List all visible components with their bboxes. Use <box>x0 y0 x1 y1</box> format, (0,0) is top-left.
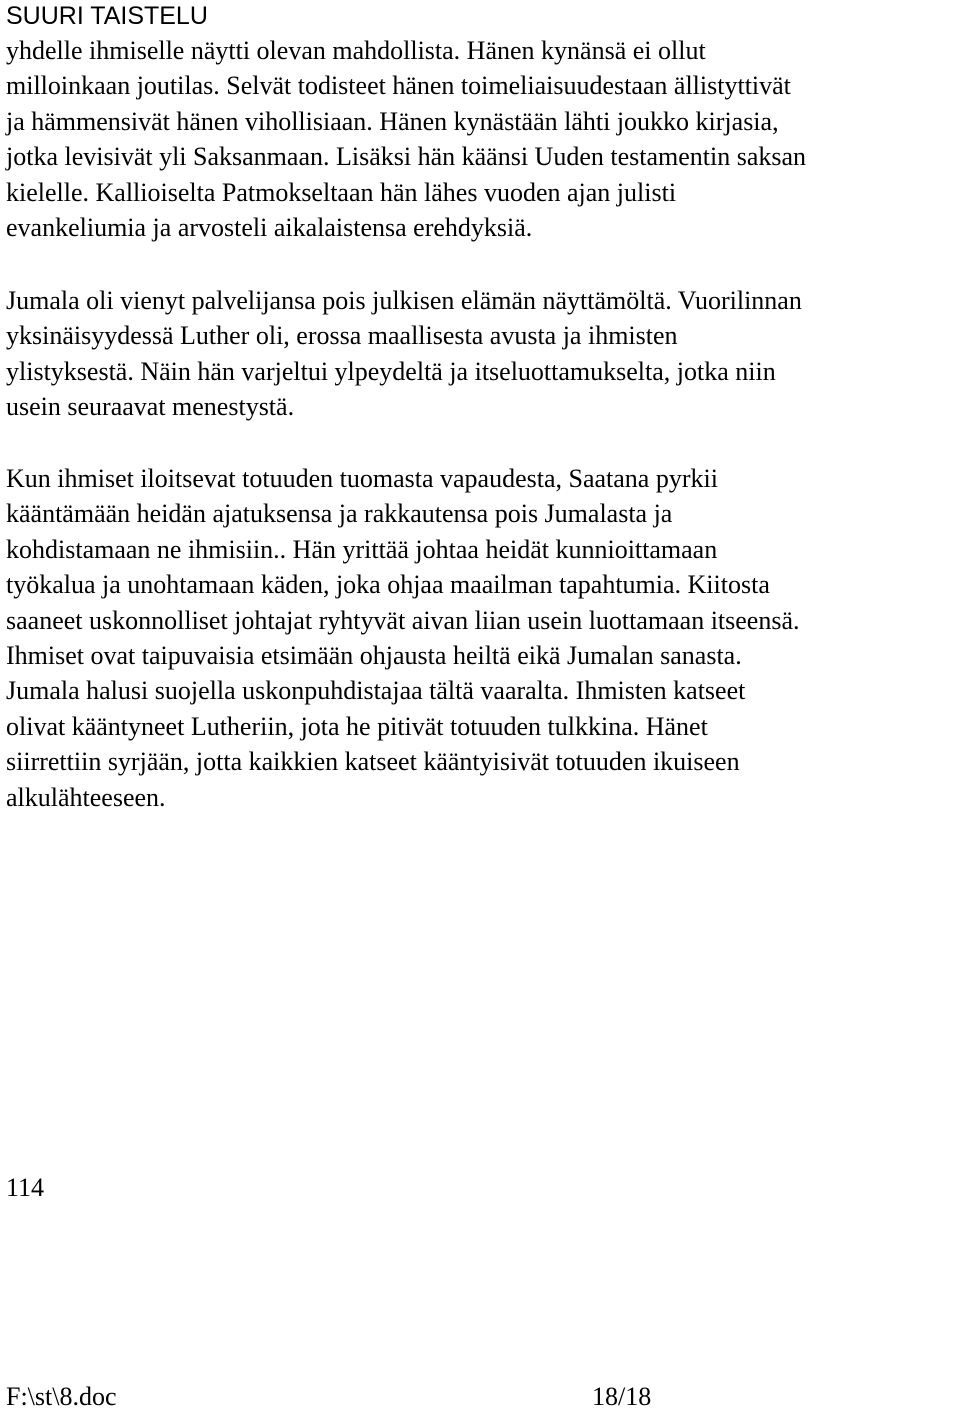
text-line: kielelle. Kallioiselta Patmokseltaan hän lähes vuoden ajan julisti <box>6 177 677 207</box>
text-line: milloinkaan joutilas. Selvät todisteet hänen toimeliaisuudestaan ällistyttivät <box>6 71 791 101</box>
text-line: jotka levisivät yli Saksanmaan. Lisäksi hän käänsi Uuden testamentin saksan <box>6 142 807 172</box>
text-line: yksinäisyydessä Luther oli, erossa maallisesta avusta ja ihmisten <box>6 321 678 351</box>
text-line: ylistyksestä. Näin hän varjeltui ylpeydeltä ja itseluottamukselta, jotka niin <box>6 356 776 386</box>
text-line: yhdelle ihmiselle näytti olevan mahdollista. Hänen kynänsä ei ollut <box>6 36 706 65</box>
text-line: siirrettiin syrjään, jotta kaikkien katseet kääntyisivät totuuden ikuiseen <box>6 747 740 777</box>
paragraph-3 <box>6 461 956 815</box>
footer-page-count: 18/18 <box>592 1382 652 1411</box>
text-line: Ihmiset ovat taipuvaisia etsimään ohjausta heiltä eikä Jumalan sanasta. <box>6 640 742 670</box>
text-line: kohdistamaan ne ihmisiin.. Hän yrittää johtaa heidät kunnioittamaan <box>6 534 718 564</box>
running-header: SUURI TAISTELU <box>6 2 208 30</box>
text-line: Kun ihmiset iloitsevat totuuden tuomasta vapaudesta, Saatana pyrkii <box>6 464 718 493</box>
paragraph-1 <box>6 33 956 245</box>
text-line: olivat kääntyneet Lutheriin, jota he pitivät totuuden tulkkina. Hänet <box>6 711 708 741</box>
text-line: Jumala halusi suojella uskonpuhdistajaa tältä vaaralta. Ihmisten katseet <box>6 676 746 706</box>
text-line: Jumala oli vienyt palvelijansa pois julkisen elämän näyttämöltä. Vuorilinnan <box>6 286 802 315</box>
footer-file-path: F:\st\8.doc <box>6 1382 117 1411</box>
page-number: 114 <box>6 1173 45 1202</box>
text-line: evankeliumia ja arvosteli aikalaistensa erehdyksiä. <box>6 212 533 242</box>
text-line: työkalua ja unohtamaan käden, joka ohjaa maailman tapahtumia. Kiitosta <box>6 570 770 600</box>
text-line: kääntämään heidän ajatuksensa ja rakkautensa pois Jumalasta ja <box>6 499 673 529</box>
text-line: saaneet uskonnolliset johtajat ryhtyvät aivan liian usein luottamaan itseensä. <box>6 605 800 635</box>
text-line: alkulähteeseen. <box>6 782 166 812</box>
text-line: usein seuraavat menestystä. <box>6 392 295 422</box>
text-line: ja hämmensivät hänen vihollisiaan. Hänen kynästään lähti joukko kirjasia, <box>6 106 779 136</box>
paragraph-2 <box>6 283 956 425</box>
